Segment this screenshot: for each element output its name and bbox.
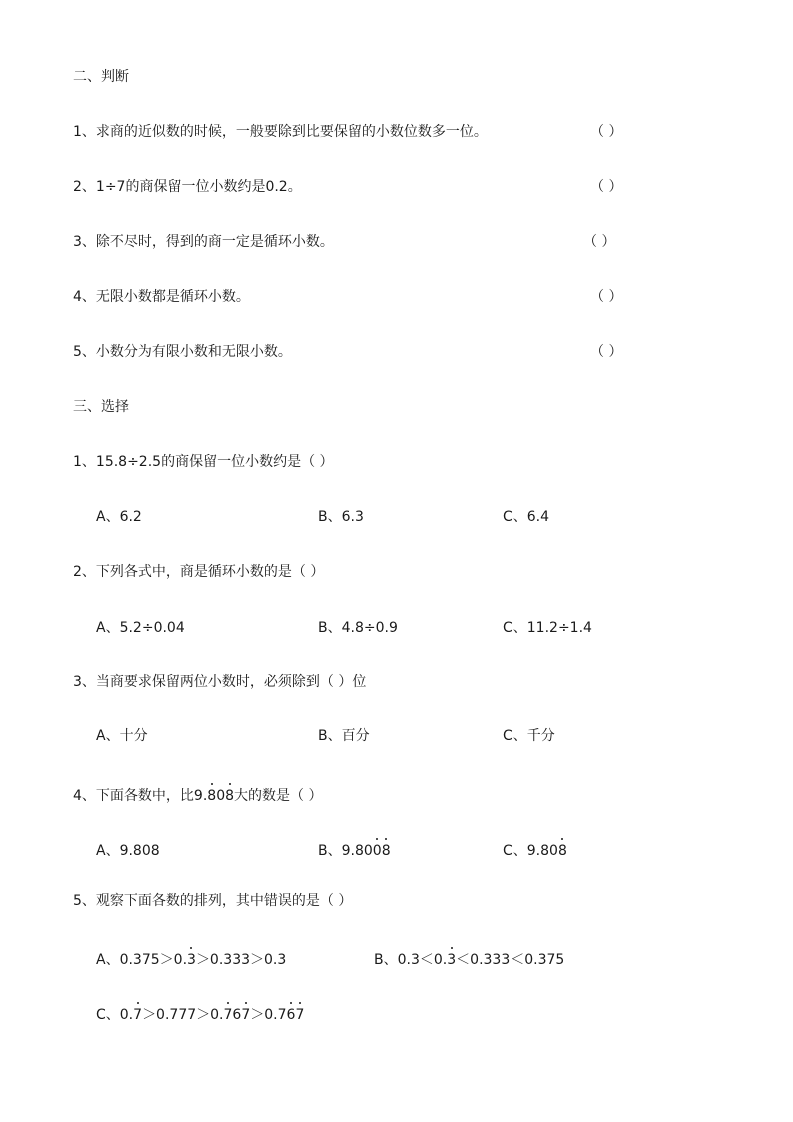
judge-item-5: 5、小数分为有限小数和无限小数。: [73, 344, 292, 360]
q5-option-a-rest: ＞0.333＞0.3: [195, 952, 287, 968]
repeating-digit: 8: [557, 843, 567, 859]
q5-option-c-part: 6: [232, 1007, 242, 1023]
q2-option-c[interactable]: C、11.2÷1.4: [503, 620, 592, 636]
judge-answer-blank-2[interactable]: （ ）: [590, 179, 623, 195]
q5-option-b[interactable]: [374, 951, 564, 969]
repeating-digit: 8: [225, 788, 235, 804]
section-heading-choice: 三、选择: [73, 399, 129, 415]
q4-stem-mid: 0: [216, 788, 226, 804]
q4-option-c-text: C、9.80: [503, 843, 558, 859]
judge-item-4: 4、无限小数都是循环小数。: [73, 289, 250, 305]
q4-option-b-text: B、9.80: [318, 843, 373, 859]
q3-option-c[interactable]: C、千分: [503, 728, 555, 744]
choice-question-5: 5、观察下面各数的排列，其中错误的是（ ）: [73, 893, 353, 909]
choice-question-1: 1、15.8÷2.5的商保留一位小数约是（ ）: [73, 454, 334, 470]
repeating-digit: 7: [223, 1007, 233, 1023]
q4-stem-pre: 4、下面各数中，比9.: [73, 788, 208, 804]
q1-option-c[interactable]: C、6.4: [503, 509, 550, 525]
repeating-digit: 3: [447, 952, 457, 968]
q1-option-a[interactable]: A、6.2: [96, 509, 142, 525]
q4-option-a[interactable]: A、9.808: [96, 843, 160, 859]
q4-stem-post: 大的数是（ ）: [234, 788, 323, 804]
section-heading-judge: 二、判断: [73, 69, 129, 85]
q1-option-b[interactable]: B、6.3: [318, 509, 364, 525]
choice-question-3: 3、当商要求保留两位小数时，必须除到（ ）位: [73, 674, 367, 690]
judge-answer-blank-4[interactable]: （ ）: [590, 289, 623, 305]
q5-option-c[interactable]: [96, 1006, 304, 1024]
q3-option-b[interactable]: B、百分: [318, 728, 370, 744]
repeating-digit: 7: [241, 1007, 251, 1023]
choice-question-4: [73, 787, 322, 805]
repeating-digit: 8: [207, 788, 217, 804]
q5-option-b-text: B、0.3＜0.: [374, 952, 448, 968]
q3-option-a[interactable]: A、十分: [96, 728, 148, 744]
q5-option-c-text: C、0.: [96, 1007, 134, 1023]
repeating-digit: 3: [187, 952, 196, 968]
judge-item-3: 3、除不尽时，得到的商一定是循环小数。: [73, 234, 334, 250]
q5-option-a[interactable]: [96, 951, 286, 969]
judge-answer-blank-1[interactable]: （ ）: [590, 124, 623, 140]
q4-option-b[interactable]: [318, 842, 391, 860]
q5-option-a-text: A、0.375＞0.: [96, 952, 188, 968]
choice-question-2: 2、下列各式中，商是循环小数的是（ ）: [73, 564, 325, 580]
q5-option-b-rest: ＜0.333＜0.375: [456, 952, 565, 968]
q5-option-c-part: ＞0.777＞0.: [142, 1007, 224, 1023]
judge-answer-blank-5[interactable]: （ ）: [590, 344, 623, 360]
repeating-digit: 7: [295, 1007, 305, 1023]
q2-option-a[interactable]: A、5.2÷0.04: [96, 620, 185, 636]
judge-item-2: 2、1÷7的商保留一位小数约是0.2。: [73, 179, 302, 195]
q2-option-b[interactable]: B、4.8÷0.9: [318, 620, 398, 636]
q5-option-c-part: ＞0.7: [250, 1007, 287, 1023]
repeating-digit: 6: [286, 1007, 296, 1023]
judge-answer-blank-3[interactable]: （ ）: [583, 234, 616, 250]
repeating-digit: 0: [372, 843, 382, 859]
repeating-digit: 8: [381, 843, 391, 859]
judge-item-1: 1、求商的近似数的时候，一般要除到比要保留的小数位数多一位。: [73, 124, 488, 140]
q4-option-c[interactable]: [503, 842, 567, 860]
repeating-digit: 7: [133, 1007, 143, 1023]
